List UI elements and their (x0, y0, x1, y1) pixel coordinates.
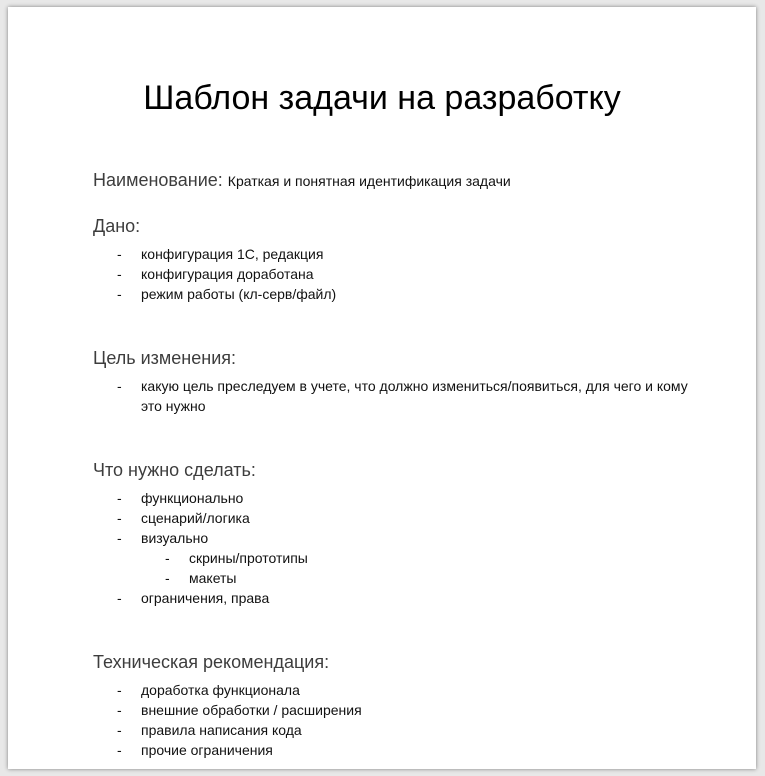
bullet-dash: - (117, 590, 122, 606)
list-item-text: правила написания кода (141, 722, 302, 738)
bullet-dash: - (117, 530, 122, 546)
bullet-dash: - (117, 490, 122, 506)
goal-heading: Цель изменения: (93, 348, 236, 368)
bullet-dash: - (165, 570, 170, 586)
bullet-dash: - (117, 682, 122, 698)
bullet-dash: - (117, 246, 122, 262)
list-item-text: конфигурация доработана (141, 266, 314, 282)
list-item-text: прочие ограничения (141, 742, 273, 758)
list-item-text: режим работы (кл-серв/файл) (141, 286, 337, 302)
list-item-text: макеты (189, 570, 237, 586)
bullet-dash: - (117, 742, 122, 758)
bullet-dash: - (117, 378, 122, 394)
list-item-text: визуально (141, 530, 209, 546)
bullet-dash: - (165, 550, 170, 566)
list-item-text: скрины/прототипы (189, 550, 308, 566)
list-item-text: какую цель преследуем в учете, что должно измениться/появиться, для чего и кому это нужно (141, 378, 688, 414)
naming-section (93, 171, 511, 189)
list-item-text: функционально (141, 490, 244, 506)
list-item-text: сценарий/логика (141, 510, 250, 526)
list-item-text: конфигурация 1С, редакция (141, 246, 324, 262)
list-item-text: доработка функционала (141, 682, 300, 698)
page-title: Шаблон задачи на разработку (143, 79, 621, 117)
list-item-text: ограничения, права (141, 590, 270, 606)
naming-label: Наименование: (93, 170, 223, 190)
document-page (8, 7, 756, 769)
bullet-dash: - (117, 286, 122, 302)
list-item-text: внешние обработки / расширения (141, 702, 362, 718)
bullet-dash: - (117, 266, 122, 282)
bullet-dash: - (117, 702, 122, 718)
tech-heading: Техническая рекомендация: (93, 652, 330, 672)
naming-value: Краткая и понятная идентификация задачи (227, 173, 511, 189)
todo-heading: Что нужно сделать: (93, 460, 256, 480)
bullet-dash: - (117, 722, 122, 738)
given-heading: Дано: (93, 216, 141, 236)
bullet-dash: - (117, 510, 122, 526)
